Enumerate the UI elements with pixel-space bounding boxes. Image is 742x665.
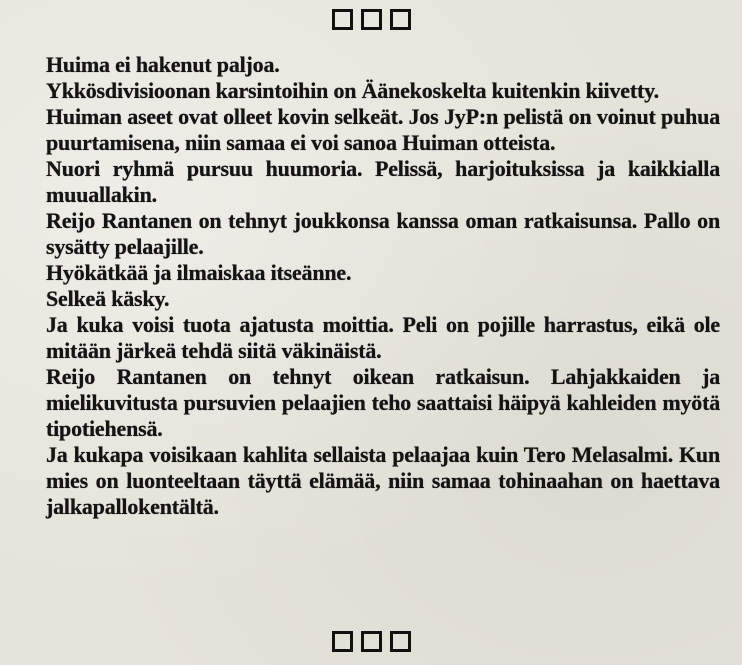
divider-box xyxy=(390,631,411,652)
paragraph-5: Reijo Rantanen on tehnyt joukkonsa kanssa oman ratkaisunsa. Pallo on sysätty pelaajille. xyxy=(46,208,720,259)
article-body xyxy=(46,52,720,520)
paragraph-3: Huiman aseet ovat olleet kovin selkeät. Jos JyP:n pelistä on voinut puhua puurtamisena, niin samaa ei voi sanoa Huiman otteista. xyxy=(46,104,720,155)
paragraph-1: Huima ei hakenut paljoa. xyxy=(46,52,280,77)
section-divider-bottom xyxy=(0,631,742,657)
divider-box xyxy=(361,631,382,652)
paragraph-2: Ykkösdivisioonan karsintoihin on Äänekoskelta kuitenkin kiivetty. xyxy=(46,78,659,103)
paragraph-8: Ja kuka voisi tuota ajatusta moittia. Peli on pojille harrastus, eikä ole mitään järkeä tehdä siitä väkinäistä. xyxy=(46,312,720,363)
divider-box xyxy=(332,9,353,30)
section-divider-top xyxy=(0,9,742,35)
paragraph-7: Selkeä käsky. xyxy=(46,286,170,311)
paragraph-9: Reijo Rantanen on tehnyt oikean ratkaisun. Lahjakkaiden ja mielikuvitusta pursuvien pelaajien teho saattaisi häipyä kahleiden myötä tipotiehensä. xyxy=(46,364,720,441)
divider-box xyxy=(332,631,353,652)
divider-box xyxy=(390,9,411,30)
divider-box xyxy=(361,9,382,30)
paragraph-10: Ja kukapa voisikaan kahlita sellaista pelaajaa kuin Tero Melasalmi. Kun mies on luonteeltaan täyttä elämää, niin samaa tohinaahan on haettava jalkapallokentältä. xyxy=(46,442,720,519)
paragraph-4: Nuori ryhmä pursuu huumoria. Pelissä, harjoituksissa ja kaikkialla muuallakin. xyxy=(46,156,720,207)
paragraph-6: Hyökätkää ja ilmaiskaa itseänne. xyxy=(46,260,352,285)
